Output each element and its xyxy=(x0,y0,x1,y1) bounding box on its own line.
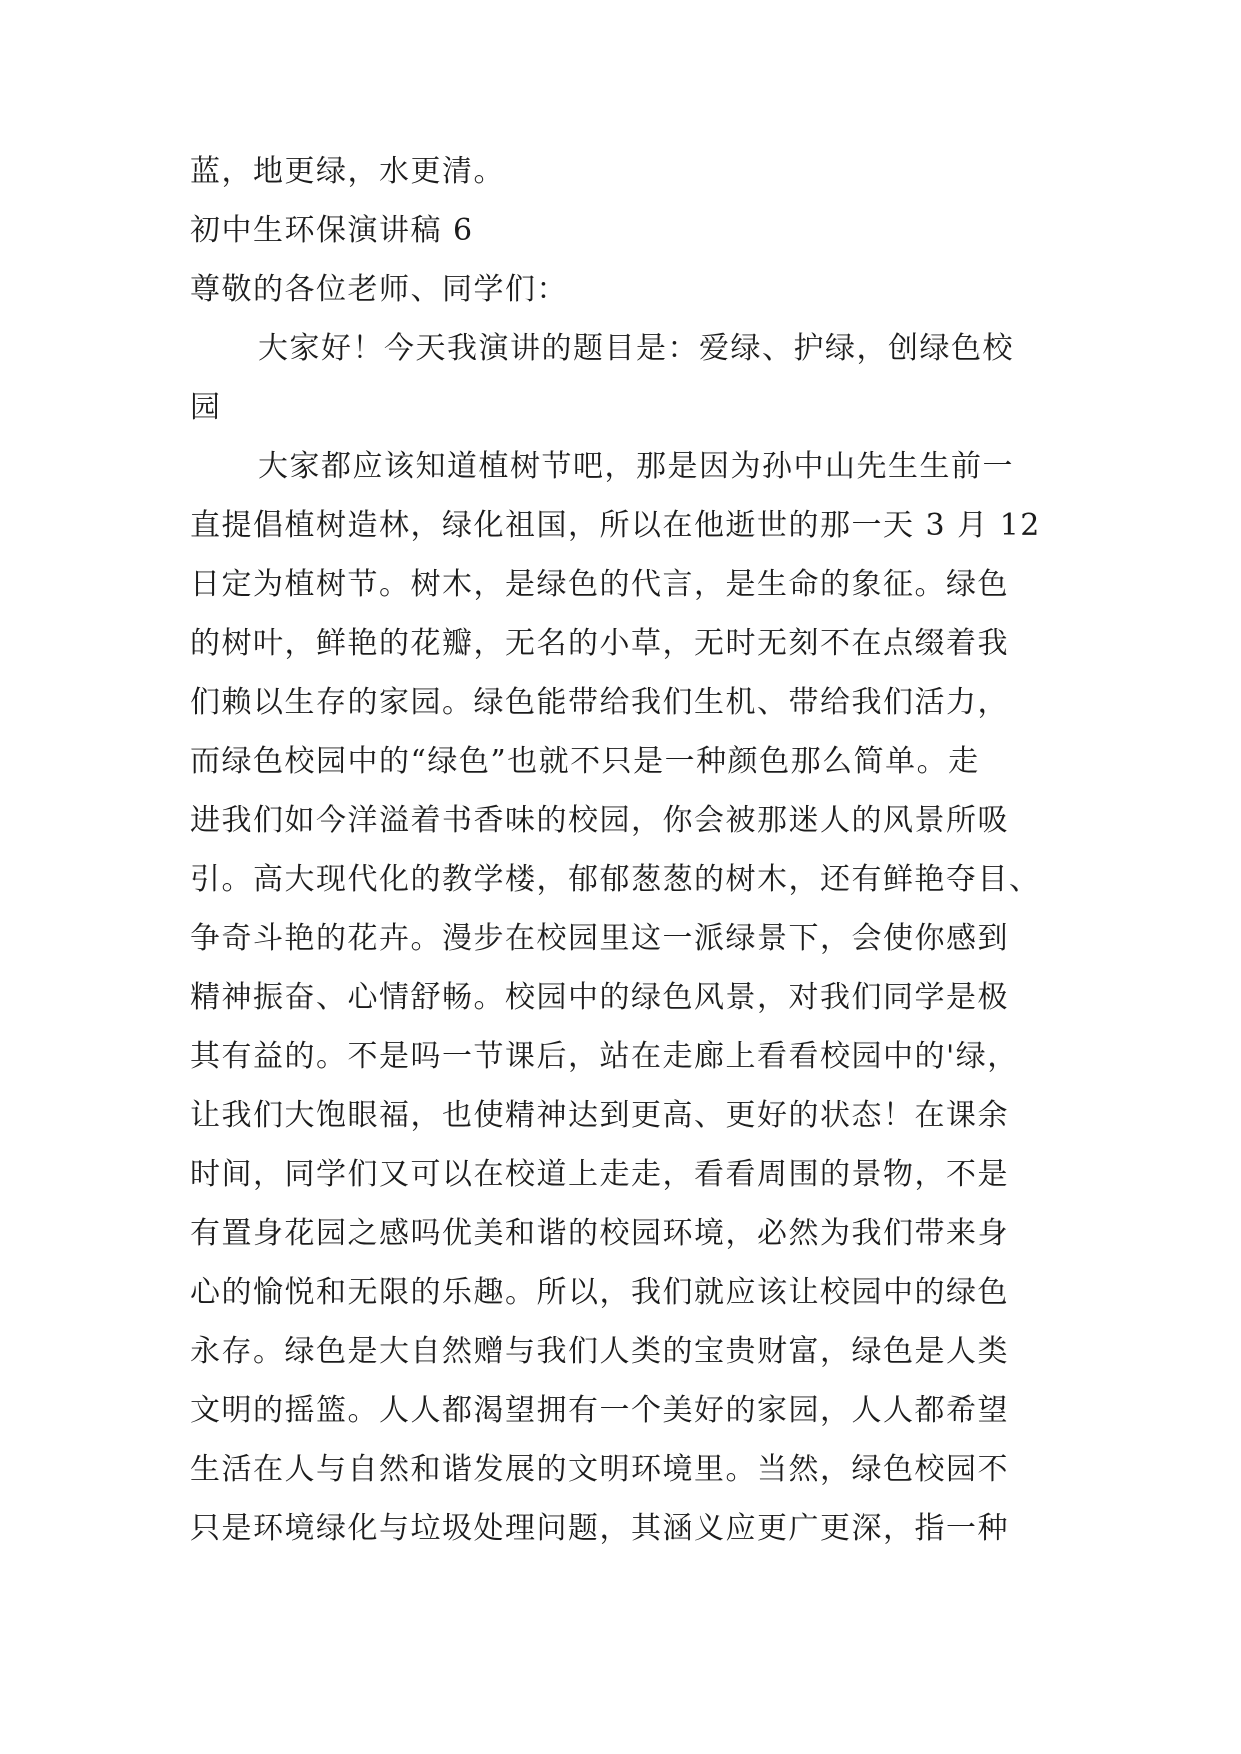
paragraph-line: 有置身花园之感吗优美和谐的校园环境，必然为我们带来身 xyxy=(190,1216,1009,1251)
paragraph-first-line: 大家好！今天我演讲的题目是：爱绿、护绿，创绿色校 xyxy=(258,331,1014,366)
section-heading: 初中生环保演讲稿 6 xyxy=(190,213,474,248)
paragraph-line: 让我们大饱眼福，也使精神达到更高、更好的状态！在课余 xyxy=(190,1098,1009,1133)
paragraph-line: 日定为植树节。树木，是绿色的代言，是生命的象征。绿色 xyxy=(190,567,1009,602)
paragraph-line: 生活在人与自然和谐发展的文明环境里。当然，绿色校园不 xyxy=(190,1452,1009,1487)
paragraph-line: 直提倡植树造林，绿化祖国，所以在他逝世的那一天 3 月 12 xyxy=(190,508,1041,543)
paragraph-line: 永存。绿色是大自然赠与我们人类的宝贵财富，绿色是人类 xyxy=(190,1334,1009,1369)
paragraph-line: 争奇斗艳的花卉。漫步在校园里这一派绿景下，会使你感到 xyxy=(190,921,1009,956)
paragraph-line: 进我们如今洋溢着书香味的校园，你会被那迷人的风景所吸 xyxy=(190,803,1009,838)
paragraph-line: 时间，同学们又可以在校道上走走，看看周围的景物，不是 xyxy=(190,1157,1009,1192)
paragraph-first-line: 大家都应该知道植树节吧，那是因为孙中山先生生前一 xyxy=(258,449,1014,484)
paragraph-line: 文明的摇篮。人人都渴望拥有一个美好的家园，人人都希望 xyxy=(190,1393,1009,1428)
salutation-line: 尊敬的各位老师、同学们： xyxy=(190,272,568,307)
paragraph-line: 而绿色校园中的“绿色”也就不只是一种颜色那么简单。走 xyxy=(190,744,980,779)
paragraph-line: 心的愉悦和无限的乐趣。所以，我们就应该让校园中的绿色 xyxy=(190,1275,1009,1310)
paragraph-line: 只是环境绿化与垃圾处理问题，其涵义应更广更深，指一种 xyxy=(190,1511,1009,1546)
paragraph-line: 精神振奋、心情舒畅。校园中的绿色风景，对我们同学是极 xyxy=(190,980,1009,1015)
paragraph-line: 其有益的。不是吗一节课后，站在走廊上看看校园中的'绿， xyxy=(190,1039,1019,1074)
paragraph-line: 园 xyxy=(190,390,222,425)
paragraph-line: 们赖以生存的家园。绿色能带给我们生机、带给我们活力， xyxy=(190,685,1009,720)
paragraph-line: 引。高大现代化的教学楼，郁郁葱葱的树木，还有鲜艳夺目、 xyxy=(190,862,1041,897)
paragraph-continuation-line: 蓝，地更绿，水更清。 xyxy=(190,154,505,189)
paragraph-line: 的树叶，鲜艳的花瓣，无名的小草，无时无刻不在点缀着我 xyxy=(190,626,1009,661)
